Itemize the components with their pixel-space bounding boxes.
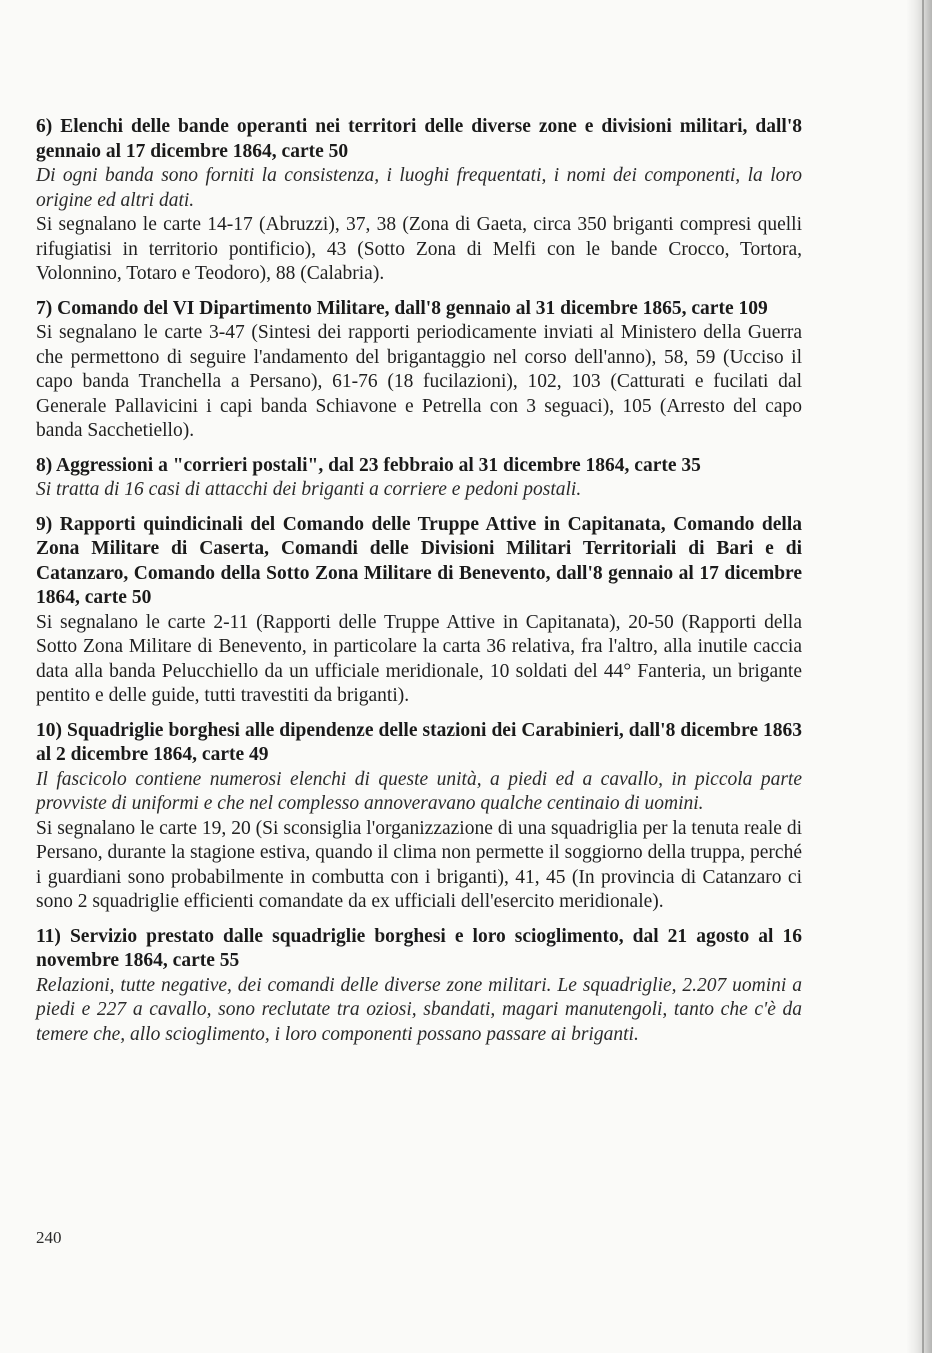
section-heading: 10) Squadriglie borghesi alle dipendenze delle stazioni dei Carabinieri, dall'8 dicembre 1863 al 2 dicembre 1864, carte 49 (36, 719, 802, 765)
section-description: Relazioni, tutte negative, dei comandi delle diverse zone militari. Le squadriglie, 2.207 uomini a piedi e 227 a cavallo, sono reclutate tra oziosi, sbandati, magari manutengoli, tanto che c'è da temere che, allo scioglimento, i loro componenti possano passare ai briganti. (36, 974, 802, 1045)
section-notes: Si segnalano le carte 19, 20 (Si sconsiglia l'organizzazione di una squadriglia per la tenuta reale di Persano, durante la stagione estiva, quando il clima non permette il soggiorno della truppa, perché i guardiani sono probabilmente in combutta con i briganti), 41, 45 (In provincia di Catanzaro ci sono 2 squadriglie efficienti comandate da ex ufficiali dell'esercito meridionale). (36, 817, 802, 912)
section-heading: 6) Elenchi delle bande operanti nei territori delle diverse zone e divisioni militari, dall'8 gennaio al 17 dicembre 1864, carte 50 (36, 116, 802, 162)
section-description: Il fascicolo contiene numerosi elenchi di queste unità, a piedi ed a cavallo, in piccola parte provviste di uniformi e che nel complesso annoveravano qualche centinaio di uomini. (36, 768, 802, 814)
page-content (36, 115, 802, 1057)
section-11 (36, 925, 802, 1048)
binding-shadow (906, 0, 932, 1353)
section-description: Si tratta di 16 casi di attacchi dei briganti a corriere e pedoni postali. (36, 479, 582, 500)
page-number: 240 (36, 1228, 62, 1247)
section-10 (36, 719, 802, 915)
section-heading: 7) Comando del VI Dipartimento Militare, dall'8 gennaio al 31 dicembre 1865, carte 109 (36, 297, 768, 319)
section-9 (36, 513, 802, 709)
section-heading: 8) Aggressioni a "corrieri postali", dal 23 febbraio al 31 dicembre 1864, carte 35 (36, 454, 701, 476)
section-8 (36, 454, 802, 503)
section-notes: Si segnalano le carte 14-17 (Abruzzi), 37, 38 (Zona di Gaeta, circa 350 briganti compresi quelli rifugiatisi in territorio pontificio), 43 (Sotto Zona di Melfi con le bande Crocco, Tortora, Volonnino, Totaro e Teodoro), 88 (Calabria). (36, 214, 802, 284)
section-6 (36, 115, 802, 287)
binding-edge (922, 0, 924, 1353)
section-7 (36, 297, 802, 444)
section-notes: Si segnalano le carte 2-11 (Rapporti delle Truppe Attive in Capitanata), 20-50 (Rapporti della Sotto Zona Militare di Benevento, in particolare la carta 36 relativa, fra l'altro, alla inutile caccia data alla banda Pelucchiello da un ufficiale meridionale, 10 soldati del 44° Fanteria, un brigante pentito e delle guide, tutti travestiti da briganti). (36, 611, 802, 706)
section-description: Di ogni banda sono forniti la consistenza, i luoghi frequentati, i nomi dei componenti, la loro origine ed altri dati. (36, 165, 802, 211)
section-notes: Si segnalano le carte 3-47 (Sintesi dei rapporti periodicamente inviati al Ministero della Guerra che permettono di seguire l'andamento del brigantaggio nel corso dell'anno), 58, 59 (Ucciso il capo banda Tranchella a Persano), 61-76 (18 fucilazioni), 102, 103 (Catturati e fucilati dal Generale Pallavicini i capi banda Schiavone e Petrella con 3 seguaci), 105 (Arresto del capo banda Sacchetiello). (36, 322, 802, 441)
section-heading: 9) Rapporti quindicinali del Comando delle Truppe Attive in Capitanata, Comando della Zona Militare di Caserta, Comandi delle Divisioni Militari Territoriali di Bari e di Catanzaro, Comando della Sotto Zona Militare di Benevento, dall'8 gennaio al 17 dicembre 1864, carte 50 (36, 513, 802, 608)
section-heading: 11) Servizio prestato dalle squadriglie borghesi e loro scioglimento, dal 21 agosto al 16 novembre 1864, carte 55 (36, 925, 802, 971)
